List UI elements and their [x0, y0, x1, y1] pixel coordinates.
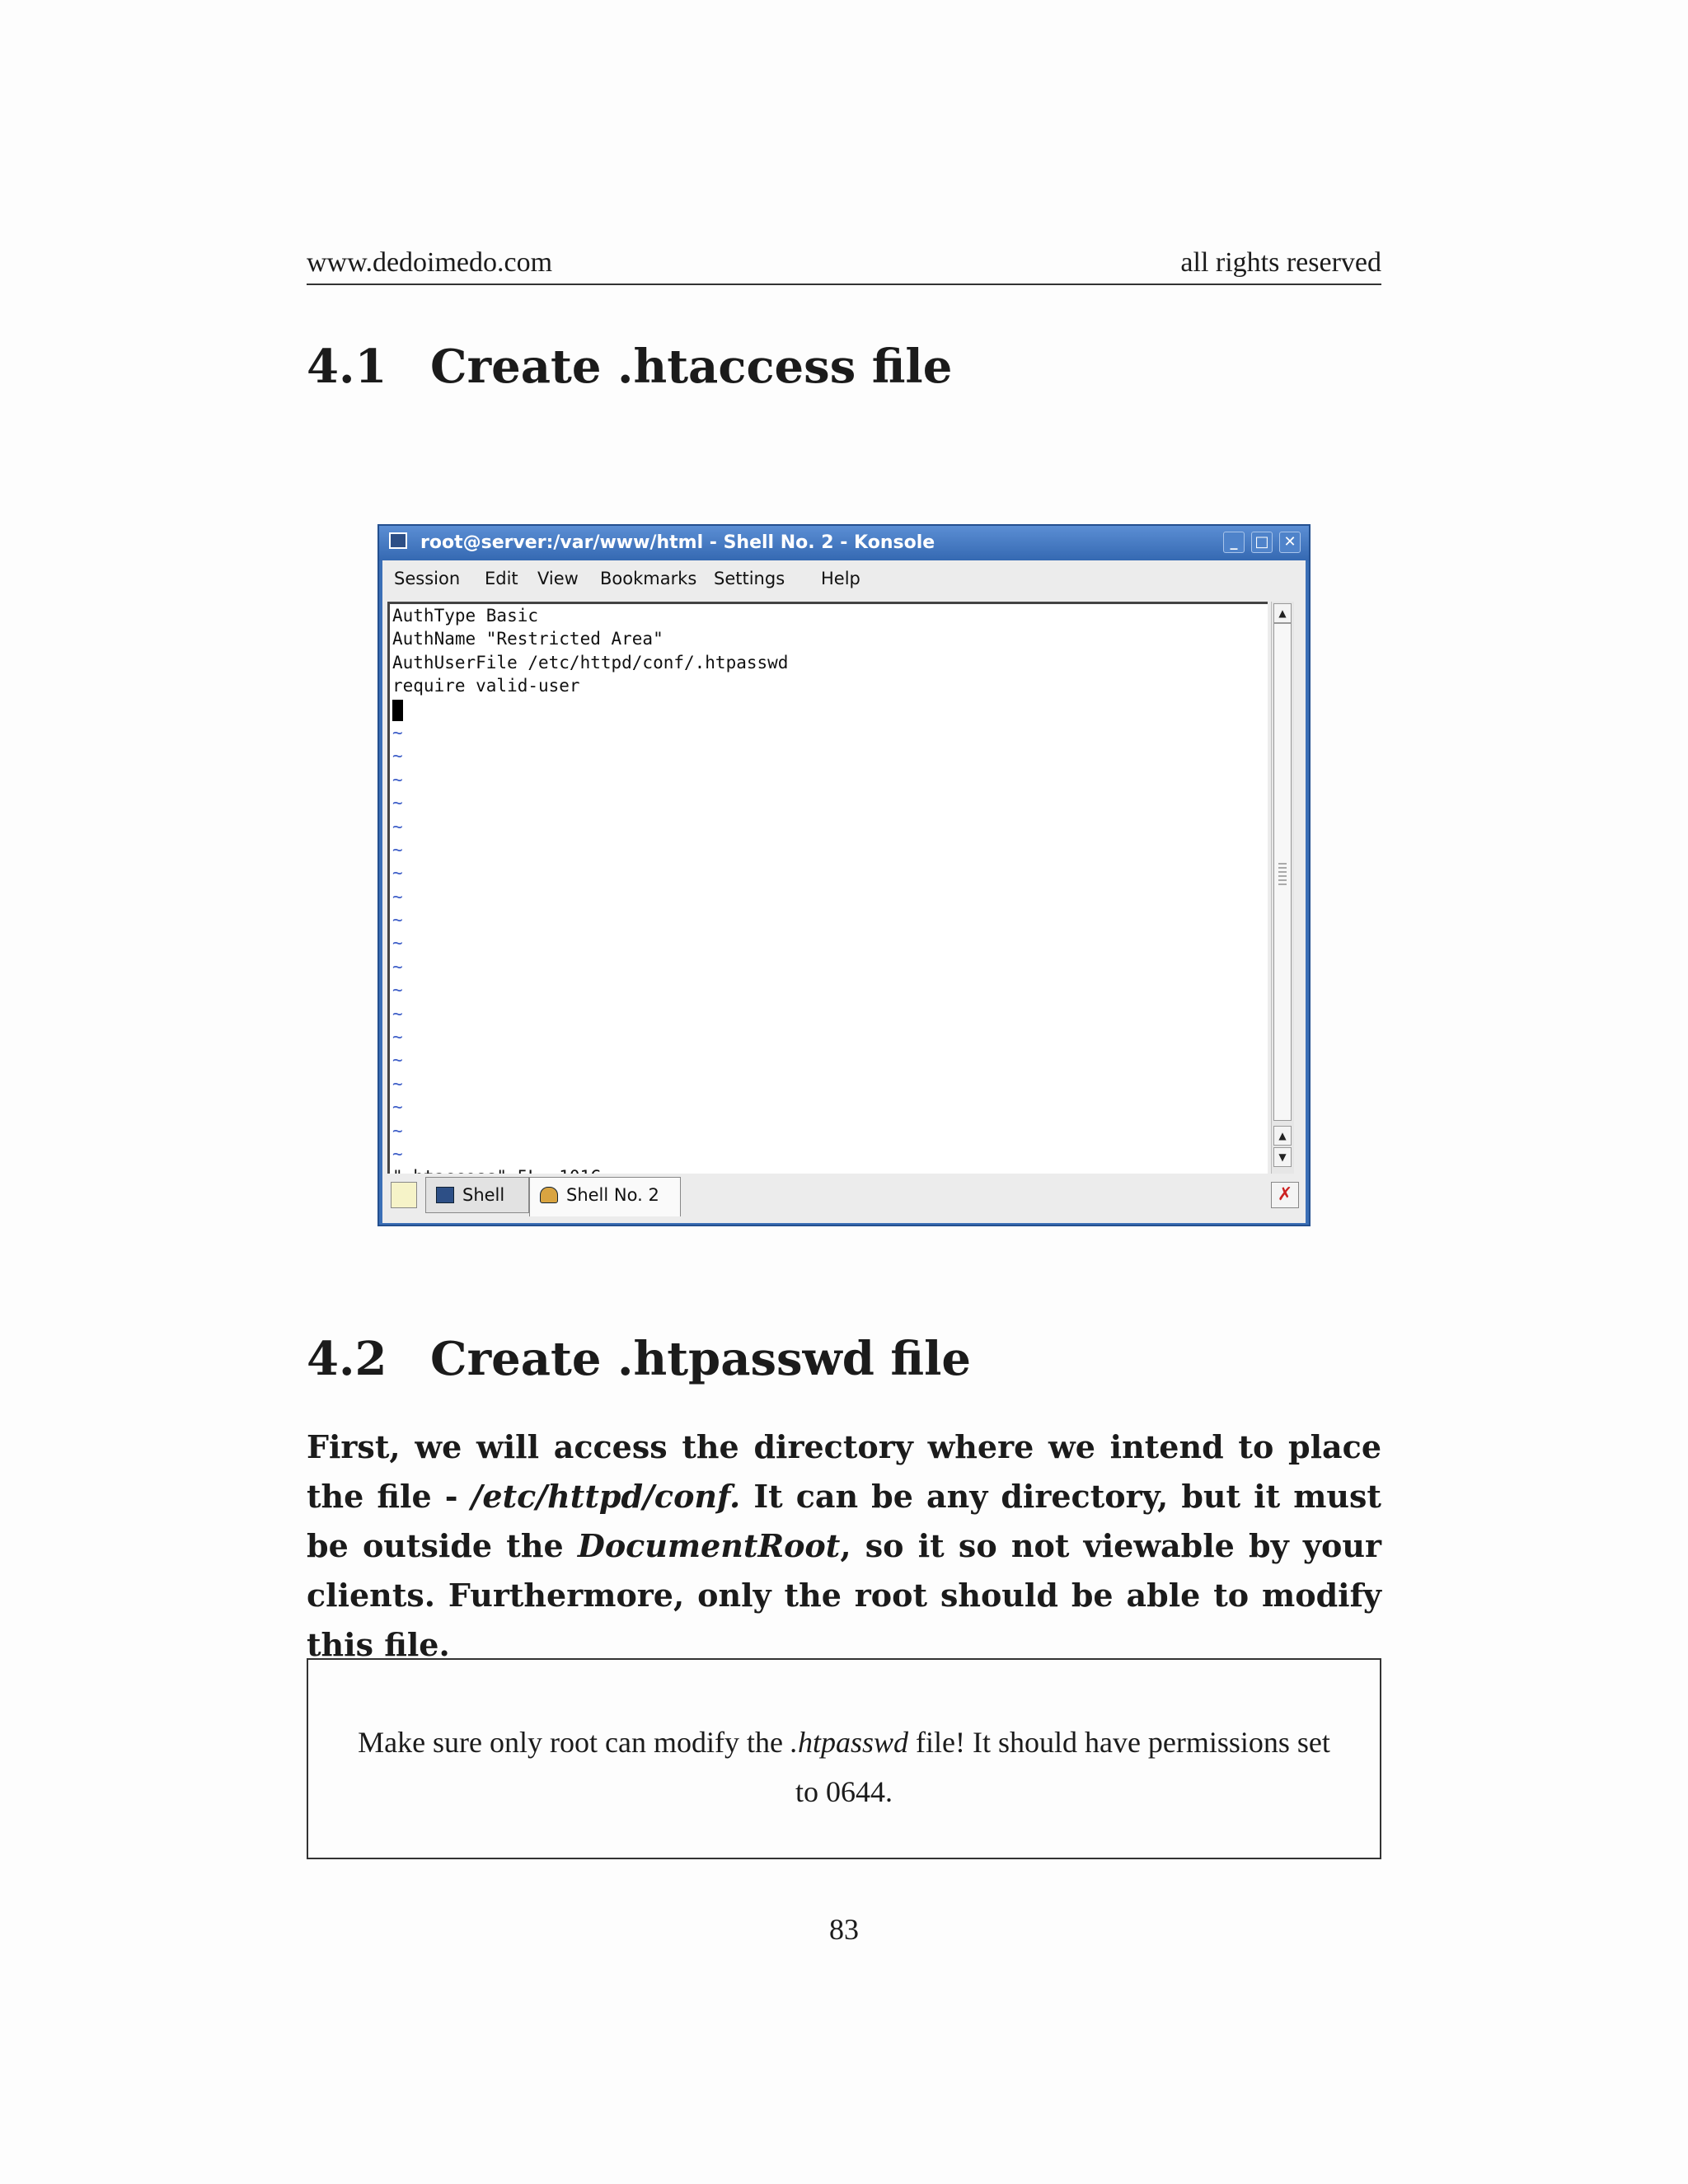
terminal-line: require valid-user [392, 676, 580, 696]
paragraph-text: First, we will access the directory where we intend to place the file - [307, 1428, 1381, 1515]
page-header [307, 241, 1381, 285]
konsole-app-icon[interactable] [389, 532, 407, 549]
empty-line-tilde: ~ [392, 816, 403, 837]
header-rights: all rights reserved [1180, 247, 1381, 278]
window-title: root@server:/var/www/html - Shell No. 2 - Konsole [420, 532, 935, 553]
empty-line-tilde: ~ [392, 863, 403, 883]
konsole-window [377, 524, 1311, 1226]
paragraph-emphasis: DocumentRoot [577, 1527, 841, 1564]
terminal-output[interactable] [387, 602, 1268, 1174]
minimize-icon[interactable]: _ [1223, 532, 1245, 553]
scroll-up-icon[interactable]: ▲ [1273, 603, 1292, 623]
empty-line-tilde: ~ [392, 746, 403, 766]
empty-line-tilde: ~ [392, 886, 403, 907]
empty-line-tilde: ~ [392, 1097, 403, 1118]
tab-shell-no-2[interactable] [529, 1177, 681, 1216]
empty-line-tilde: ~ [392, 1073, 403, 1094]
section-title: Create .htaccess file [430, 340, 953, 394]
scrollbar-grip[interactable] [1278, 863, 1287, 888]
menu-bookmarks[interactable]: Bookmarks [600, 569, 697, 588]
bell-icon [540, 1187, 558, 1203]
empty-line-tilde: ~ [392, 956, 403, 977]
maximize-icon[interactable]: □ [1251, 532, 1273, 553]
scrollbar-track[interactable] [1273, 623, 1292, 1121]
close-tab-button[interactable]: ✗ [1271, 1182, 1299, 1208]
menu-settings[interactable]: Settings [714, 569, 785, 588]
terminal-icon [436, 1187, 454, 1203]
empty-line-tilde: ~ [392, 933, 403, 954]
menu-help[interactable]: Help [821, 569, 860, 588]
empty-line-tilde: ~ [392, 1027, 403, 1047]
close-icon[interactable]: ✕ [1279, 532, 1301, 553]
terminal-line: AuthType Basic [392, 606, 539, 626]
empty-line-tilde: ~ [392, 769, 403, 790]
empty-line-tilde: ~ [392, 1143, 403, 1164]
empty-line-tilde: ~ [392, 839, 403, 860]
empty-line-tilde: ~ [392, 722, 403, 743]
tab-bar [382, 1174, 1306, 1223]
scroll-up-icon[interactable]: ▲ [1273, 1126, 1292, 1146]
empty-line-tilde: ~ [392, 910, 403, 930]
section-number: 4.1 [307, 340, 387, 394]
section-heading-4-2 [307, 1332, 971, 1386]
section-title: Create .htpasswd file [430, 1332, 972, 1386]
tab-label: Shell [462, 1185, 505, 1205]
section-heading-4-1 [307, 340, 952, 394]
empty-line-tilde: ~ [392, 1050, 403, 1071]
new-tab-button[interactable] [391, 1182, 417, 1208]
terminal-frame [382, 597, 1306, 1174]
tab-shell[interactable] [425, 1177, 529, 1213]
empty-line-tilde: ~ [392, 1003, 403, 1024]
note-text: Make sure only root can modify the [358, 1726, 790, 1759]
section-number: 4.2 [307, 1332, 387, 1386]
note-box [307, 1658, 1381, 1859]
page-number: 83 [829, 1913, 859, 1946]
header-site: www.dedoimedo.com [307, 247, 553, 278]
paragraph-text: , so it so not viewable by your clients. Furthermore, only the root should be able to modify this file. [307, 1527, 1381, 1663]
text-cursor [392, 700, 403, 721]
empty-line-tilde: ~ [392, 793, 403, 813]
terminal-line: AuthName "Restricted Area" [392, 629, 663, 649]
window-titlebar[interactable] [379, 526, 1309, 560]
terminal-line: AuthUserFile /etc/httpd/conf/.htpasswd [392, 652, 789, 673]
menu-session[interactable]: Session [394, 569, 461, 588]
tab-label: Shell No. 2 [566, 1185, 659, 1205]
paragraph-text: It can be any directory, but it must be outside the [307, 1478, 1381, 1564]
scroll-down-icon[interactable]: ▼ [1273, 1147, 1292, 1167]
terminal-scrollbar[interactable] [1271, 602, 1294, 1174]
paragraph-emphasis: /etc/httpd/conf. [471, 1478, 741, 1515]
menu-edit[interactable]: Edit [485, 569, 518, 588]
empty-line-tilde: ~ [392, 980, 403, 1001]
cursor-line [390, 698, 1268, 721]
empty-line-tilde: ~ [392, 1120, 403, 1141]
body-paragraph [307, 1422, 1381, 1670]
note-emphasis: .htpasswd [790, 1726, 908, 1759]
menu-view[interactable]: View [537, 569, 579, 588]
note-text: file! It should have permissions set to 0644. [795, 1726, 1330, 1808]
menubar [382, 560, 1306, 597]
